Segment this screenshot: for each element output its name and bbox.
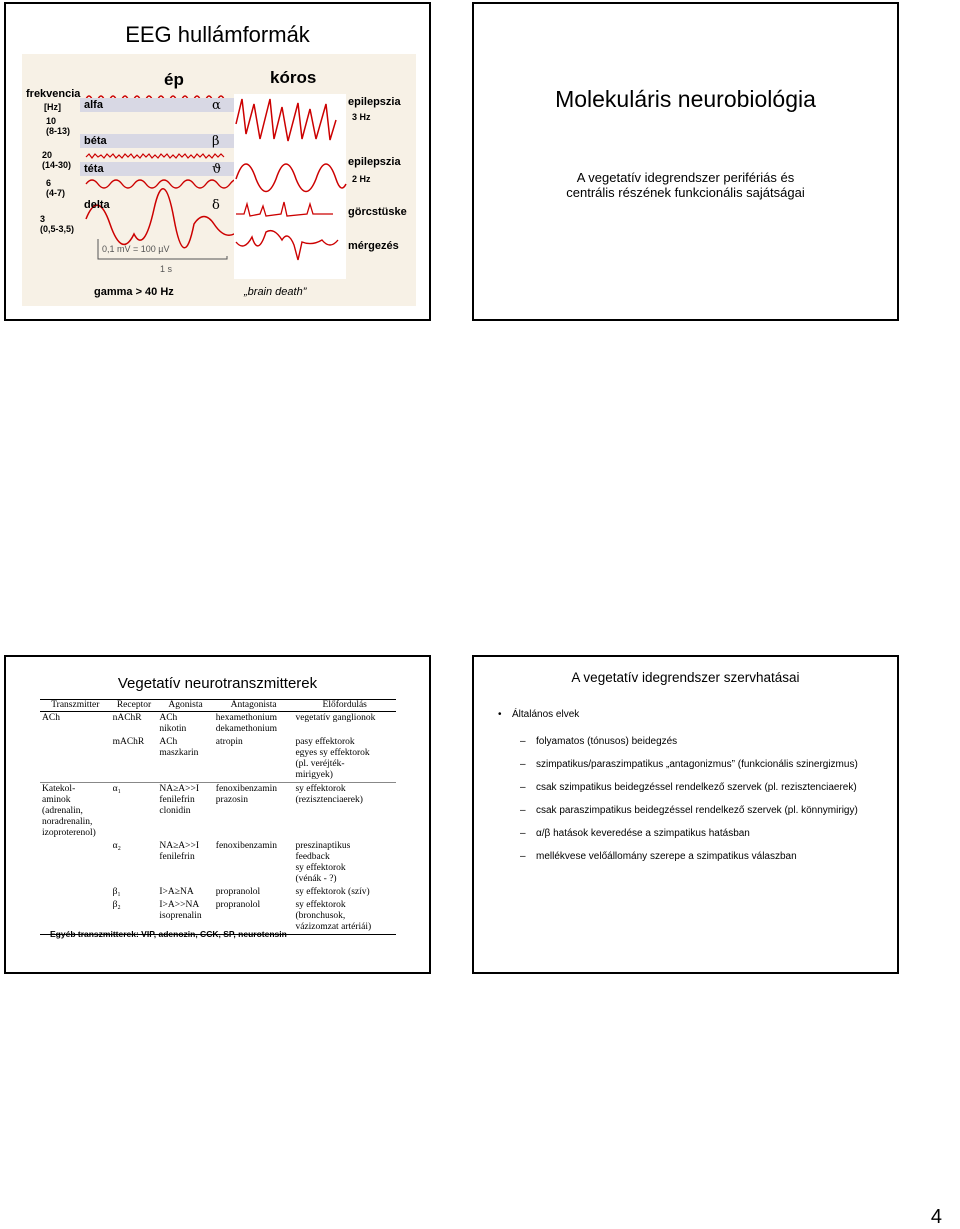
path-label-4: 2 Hz [352,174,371,184]
greek-alfa: α [212,98,221,113]
effects-item: – folyamatos (tónusos) beidegzés [494,736,887,748]
header-normal: ép [164,70,184,89]
band-alfa: alfa [80,98,234,112]
table-row [40,840,396,886]
cell-transmitter [40,736,111,783]
table-row [40,886,396,899]
brain-death-label: „brain death” [244,286,307,298]
molecular-subtitle-line1: A vegetatív idegrendszer perifériás és [576,170,795,185]
table-row [40,736,396,783]
cell-agonist: NA≥A>>I fenilefrin clonidin [157,783,213,841]
cell-antagonist: propranolol [214,899,294,935]
cell-transmitter: Katekol- aminok (adrenalin, noradrenalin, izoproterenol) [40,783,111,841]
theta-wave [86,179,242,188]
path-label-5: görcstüske [348,206,407,218]
eeg-title: EEG hullámformák [125,22,310,47]
path-label-6: mérgezés [348,240,399,252]
cell-occurrence: sy effektorok (szív) [295,887,370,897]
cell-agonist: I>A≥NA [159,887,194,897]
band-delta: delta [84,199,110,211]
path-label-3: epilepszia [348,156,401,168]
cell-occurrence: sy effektorok (rezisztenciaerek) [293,783,396,841]
scale-time: 1 s [160,264,173,274]
freq-alfa: 10 (8-13) [46,116,71,136]
slide-effects [472,655,899,974]
freq-unit: [Hz] [44,102,61,112]
molecular-subtitle-line2: centrális részének funkcionális sajátságai [566,185,805,200]
col-occurrence: Előfordulás [293,700,396,712]
cell-occurrence: preszinaptikus feedback sy effektorok (vénák - ?) [295,841,351,884]
cell-transmitter: ACh [42,713,60,723]
effects-item: – α/β hatások keveredése a szimpatikus hatásban [494,828,887,840]
path-label-1: epilepszia [348,96,401,108]
cell-receptor: α₁ [111,783,158,841]
beta-wave [86,154,224,158]
effects-item: – mellékvese velőállomány szerepe a szimpatikus válaszban [494,851,887,863]
cell-agonist: NA≥A>>I fenilefrin [159,841,200,862]
cell-occurrence: vegetatív ganglionok [295,713,376,723]
cell-occurrence: pasy effektorok egyes sy effektorok (pl. veréjték- mirigyek) [295,737,370,780]
freq-delta: 3 (0,5-3,5) [40,214,75,234]
cell-occurrence: sy effektorok (bronchusok, vázizomzat artériái) [293,899,396,935]
table-row [40,712,396,737]
effects-bullet: • Általános elvek [494,709,887,720]
freq-theta: 6 (4-7) [46,178,66,198]
gamma-label: gamma > 40 Hz [94,286,174,298]
col-transmitter: Transzmitter [40,700,111,712]
slide-transmitters [4,655,431,974]
band-theta: téta [80,162,234,176]
effects-item: – csak paraszimpatikus beidegzéssel rendelkező szervek (pl. könnymirigy) [494,805,887,817]
cell-antagonist: fenoxibenzamin [215,841,277,851]
cell-agonist: ACh maszkarin [159,737,199,758]
col-agonist: Agonista [157,700,213,712]
slide-eeg [4,2,431,321]
cell-receptor: nAChR [112,713,142,723]
cell-antagonist: hexamethonium dekamethonium [215,713,278,734]
cell-antagonist: propranolol [215,887,261,897]
other-transmitters: Egyéb transzmitterek: VIP, adenozin, CCK, SP, neurotensin [50,929,287,939]
header-pathological: kóros [270,68,317,87]
col-antagonist: Antagonista [214,700,294,712]
molecular-subtitle [494,170,877,200]
eeg-figure [22,54,416,306]
transmitter-table [40,699,396,935]
cell-agonist: I>A>>NA isoprenalin [157,899,213,935]
cell-receptor: β₁ [112,887,121,897]
slide-molecular [472,2,899,321]
transmitters-title: Vegetatív neurotranszmitterek [117,675,318,692]
effects-title: A vegetatív idegrendszer szervhatásai [571,670,800,685]
cell-receptor: mAChR [112,737,145,747]
freq-beta: 20 (14-30) [42,150,72,170]
freq-label: frekvencia [26,88,81,100]
page-number: 4 [930,1206,942,1228]
table-row [40,783,396,841]
effects-list [494,709,887,874]
band-beta: béta [80,134,234,148]
molecular-title: Molekuláris neurobiológia [555,86,816,112]
pathological-panel [234,94,346,279]
greek-delta: δ [212,198,220,213]
scale-voltage: 0,1 mV = 100 µV [102,244,170,254]
cell-antagonist: atropin [215,737,243,747]
cell-antagonist: fenoxibenzamin prazosin [214,783,294,841]
cell-receptor: α₂ [112,841,121,851]
cell-agonist: ACh nikotin [159,713,187,734]
path-label-2: 3 Hz [352,112,371,122]
col-receptor: Receptor [111,700,158,712]
effects-item: – szimpatikus/paraszimpatikus „antagonizmus” (funkcionális szinergizmus) [494,759,887,771]
cell-transmitter [40,840,111,886]
effects-item: – csak szimpatikus beidegzéssel rendelkező szervek (pl. rezisztenciaerek) [494,782,887,794]
greek-theta: ϑ [212,162,222,177]
greek-beta: β [212,134,220,149]
cell-transmitter [40,886,111,899]
cell-receptor: β₂ [111,899,158,935]
